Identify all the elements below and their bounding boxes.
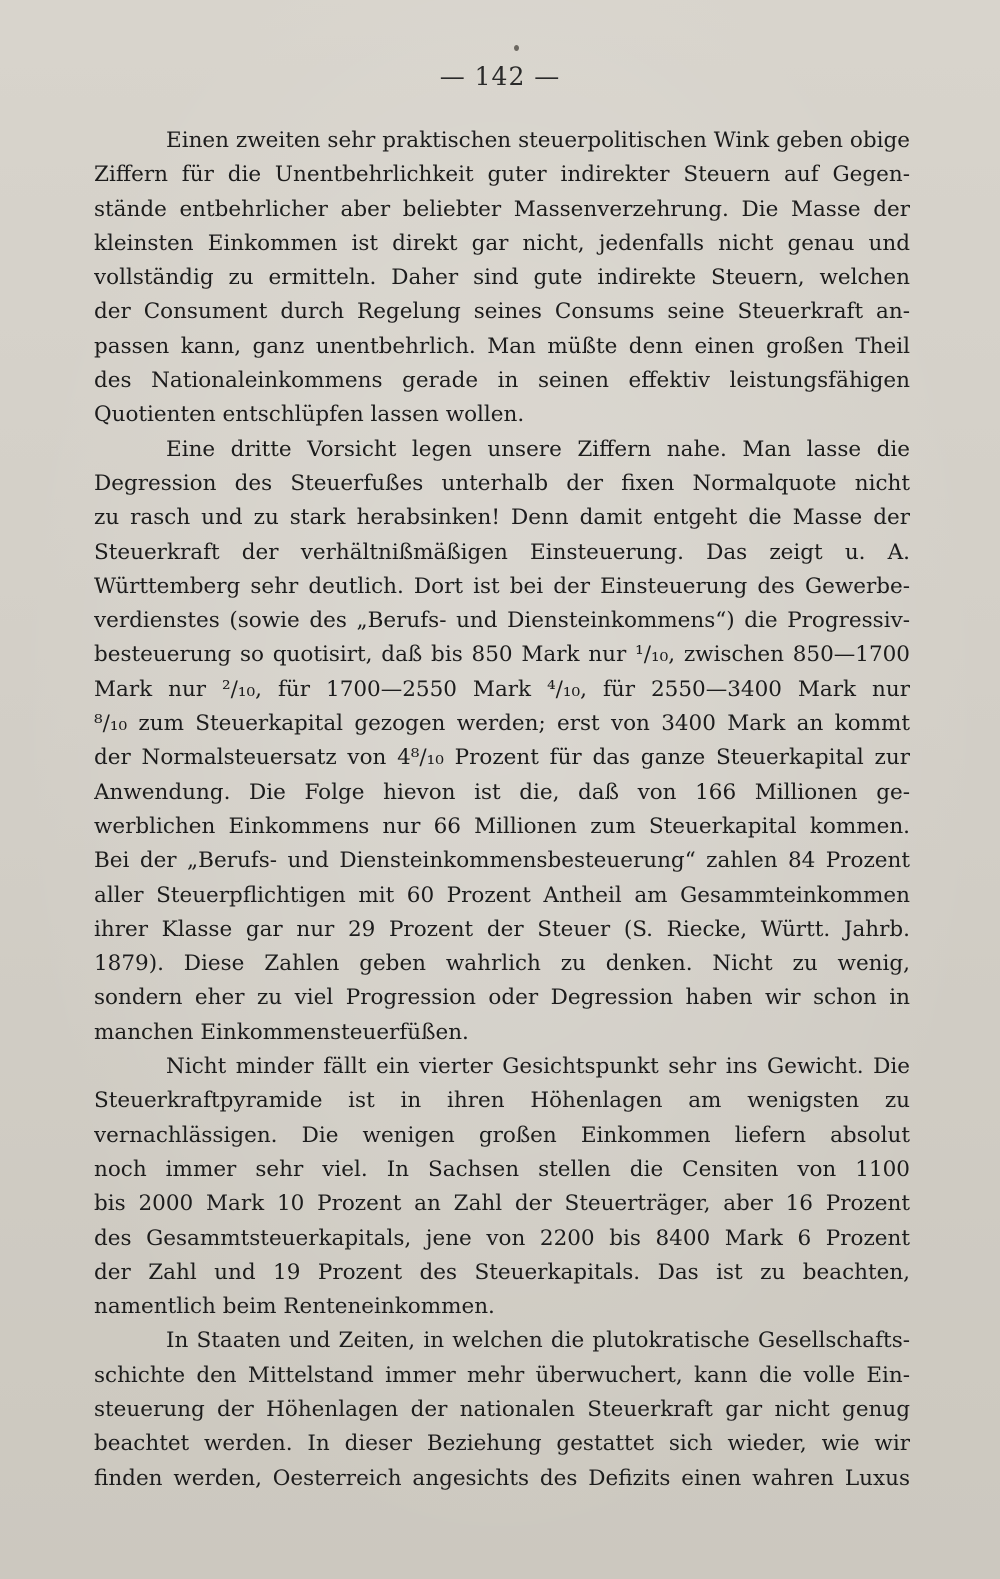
text-line: passen kann, ganz unentbehrlich. Man müßte denn einen großen Theil: [94, 333, 910, 359]
text-line: werblichen Einkommens nur 66 Millionen zum Steuerkapital kommen.: [94, 813, 910, 839]
text-line: Steuerkraft der verhältnißmäßigen Einsteuerung. Das zeigt u. A.: [94, 539, 910, 565]
text-line: schichte den Mittelstand immer mehr überwuchert, kann die volle Ein-: [94, 1362, 910, 1388]
text-line: Württemberg sehr deutlich. Dort ist bei der Einsteuerung des Gewerbe-: [94, 573, 910, 599]
text-line: ⁸/₁₀ zum Steuerkapital gezogen werden; erst von 3400 Mark an kommt: [94, 711, 910, 737]
text-line: In Staaten und Zeiten, in welchen die plutokratische Gesellschafts-: [166, 1328, 910, 1354]
text-line: steuerung der Höhenlagen der nationalen Steuerkraft gar nicht genug: [94, 1396, 910, 1422]
text-line: der Consument durch Regelung seines Consums seine Steuerkraft an-: [94, 299, 910, 325]
text-line: Eine dritte Vorsicht legen unsere Ziffern nahe. Man lasse die: [166, 436, 910, 462]
ink-speck: [514, 45, 519, 51]
text-line: bis 2000 Mark 10 Prozent an Zahl der Steuerträger, aber 16 Prozent: [94, 1191, 910, 1217]
text-line: beachtet werden. In dieser Beziehung gestattet sich wieder, wie wir: [94, 1431, 910, 1457]
paragraph-4: [94, 1324, 910, 1495]
text-line: Ziffern für die Unentbehrlichkeit guter indirekter Steuern auf Gegen-: [94, 162, 910, 188]
text-line: Degression des Steuerfußes unterhalb der fixen Normalquote nicht: [94, 470, 910, 496]
text-line: vernachlässigen. Die wenigen großen Einkommen liefern absolut: [94, 1122, 910, 1148]
text-line: des Gesammtsteuerkapitals, jene von 2200 bis 8400 Mark 6 Prozent: [94, 1225, 910, 1251]
text-line: noch immer sehr viel. In Sachsen stellen die Censiten von 1100: [94, 1156, 910, 1182]
text-line: zu rasch und zu stark herabsinken! Denn damit entgeht die Masse der: [94, 505, 910, 531]
text-line: vollständig zu ermitteln. Daher sind gute indirekte Steuern, welchen: [94, 265, 910, 291]
text-line: der Zahl und 19 Prozent des Steuerkapitals. Das ist zu beachten,: [94, 1259, 910, 1285]
text-line: des Nationaleinkommens gerade in seinen effektiv leistungsfähigen: [94, 368, 910, 394]
text-line: besteuerung so quotisirt, daß bis 850 Mark nur ¹/₁₀, zwischen 850—1700: [94, 642, 910, 668]
text-line: Nicht minder fällt ein vierter Gesichtspunkt sehr ins Gewicht. Die: [166, 1054, 910, 1080]
text-line: Mark nur ²/₁₀, für 1700—2550 Mark ⁴/₁₀, für 2550—3400 Mark nur: [94, 676, 910, 702]
text-line: verdienstes (sowie des „Berufs- und Diensteinkommens“) die Progressiv-: [94, 608, 910, 634]
text-line: Bei der „Berufs- und Diensteinkommensbesteuerung“ zahlen 84 Prozent: [94, 848, 910, 874]
text-line: der Normalsteuersatz von 4⁸/₁₀ Prozent für das ganze Steuerkapital zur: [94, 745, 910, 771]
text-line: kleinsten Einkommen ist direkt gar nicht, jedenfalls nicht genau und: [94, 230, 910, 256]
text-line: stände entbehrlicher aber beliebter Massenverzehrung. Die Masse der: [94, 196, 910, 222]
text-line: finden werden, Oesterreich angesichts des Defizits einen wahren Luxus: [94, 1465, 910, 1491]
paragraph-1: [94, 124, 910, 433]
text-line: sondern eher zu viel Progression oder Degression haben wir schon in: [94, 985, 910, 1011]
text-line: Quotienten entschlüpfen lassen wollen.: [94, 402, 525, 428]
text-line: ihrer Klasse gar nur 29 Prozent der Steuer (S. Riecke, Württ. Jahrb.: [94, 916, 910, 942]
text-line: namentlich beim Renteneinkommen.: [94, 1294, 495, 1320]
text-line: 1879). Diese Zahlen geben wahrlich zu denken. Nicht zu wenig,: [94, 951, 910, 977]
text-line: Anwendung. Die Folge hievon ist die, daß von 166 Millionen ge-: [94, 779, 910, 805]
page-number: — 142 —: [439, 62, 561, 91]
text-line: aller Steuerpflichtigen mit 60 Prozent Antheil am Gesammteinkommen: [94, 882, 910, 908]
text-line: manchen Einkommensteuerfüßen.: [94, 1019, 469, 1045]
text-line: Steuerkraftpyramide ist in ihren Höhenlagen am wenigsten zu: [94, 1088, 910, 1114]
paragraph-3: [94, 1050, 910, 1324]
text-line: Einen zweiten sehr praktischen steuerpolitischen Wink geben obige: [166, 128, 910, 153]
body-text: [94, 124, 910, 1496]
paragraph-2: [94, 433, 910, 1050]
